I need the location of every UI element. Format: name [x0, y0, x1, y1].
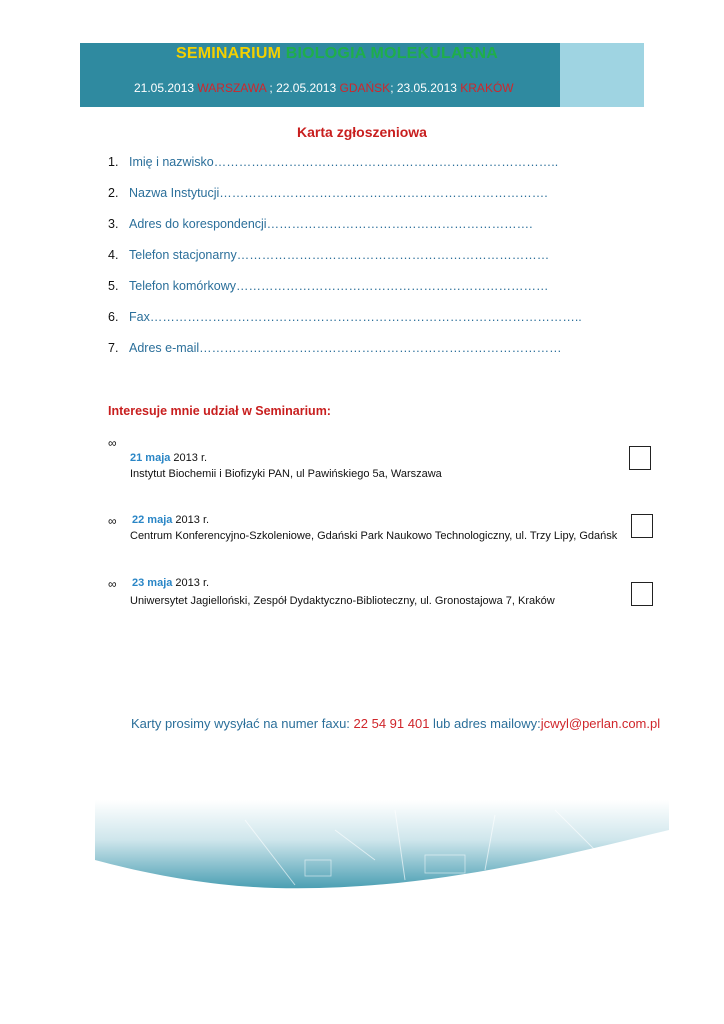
option-place: Uniwersytet Jagielloński, Zespół Dydaktyczno-Biblioteczny, ul. Gronostajowa 7, Kraków: [130, 595, 555, 607]
option-date-year: 2013 r.: [172, 514, 210, 526]
date-3: 23.05.2013: [396, 81, 461, 95]
option-place: Centrum Konferencyjno-Szkoleniowe, Gdański Park Naukowo Technologiczny, ul. Trzy Lipy, Gdańsk: [130, 530, 618, 542]
option-date-year: 2013 r.: [172, 577, 210, 589]
field-address[interactable]: [108, 217, 582, 248]
field-fax[interactable]: [108, 310, 582, 341]
field-number: 1.: [108, 155, 119, 169]
field-number: 2.: [108, 186, 119, 200]
city-3: KRAKÓW: [460, 81, 514, 95]
form-fields: [108, 155, 582, 372]
form-title: Karta zgłoszeniowa: [297, 124, 427, 140]
field-label: Adres e-mail……………………………………………………………………………: [129, 341, 562, 355]
date-2: 22.05.2013: [276, 81, 340, 95]
seminar-title-main: SEMINARIUM: [176, 45, 286, 62]
field-number: 7.: [108, 341, 119, 355]
field-label: Telefon stacjonarny…………………………………………………………………: [129, 248, 550, 262]
banner-accent-block: [560, 43, 644, 107]
date-sep-2: ;: [390, 81, 397, 95]
submission-note-middle: lub adres mailowy:: [429, 716, 541, 731]
option-date-day: 23 maja: [132, 577, 173, 589]
option-3-checkbox[interactable]: [631, 582, 653, 606]
field-email[interactable]: [108, 341, 582, 372]
field-mobile[interactable]: [108, 279, 582, 310]
infinity-bullet-icon: ∞: [108, 436, 117, 450]
field-name[interactable]: [108, 155, 582, 186]
option-date: [132, 577, 209, 589]
fax-number: 22 54 91 401: [353, 716, 430, 731]
option-date-day: 22 maja: [132, 514, 173, 526]
field-label: Telefon komórkowy…………………………………………………………………: [129, 279, 549, 293]
city-1: WARSZAWA: [197, 81, 267, 95]
field-number: 5.: [108, 279, 119, 293]
email-link[interactable]: jcwyl@perlan.com.pl: [540, 716, 661, 731]
field-number: 4.: [108, 248, 119, 262]
field-label: Imię i nazwisko………………………………………………………………………..: [129, 155, 559, 169]
field-number: 3.: [108, 217, 119, 231]
field-label: Adres do korespondencji……………………………………………………….: [129, 217, 533, 231]
header-banner: [80, 43, 644, 107]
infinity-bullet-icon: ∞: [108, 514, 117, 528]
decorative-wave-graphic: [95, 800, 669, 895]
seminar-title-topic: BIOLOGIA MOLEKULARNA: [285, 45, 499, 62]
field-landline[interactable]: [108, 248, 582, 279]
seminar-dates: [134, 81, 514, 95]
option-date: [130, 452, 207, 464]
field-institution[interactable]: [108, 186, 582, 217]
date-sep-1: ;: [266, 81, 277, 95]
option-2-checkbox[interactable]: [631, 514, 653, 538]
date-1: 21.05.2013: [134, 81, 198, 95]
city-2: GDAŃSK: [339, 81, 391, 95]
option-place: Instytut Biochemii i Biofizyki PAN, ul Pawińskiego 5a, Warszawa: [130, 468, 442, 480]
option-date: [132, 514, 209, 526]
field-number: 6.: [108, 310, 119, 324]
seminar-title: [176, 45, 498, 63]
seminar-choice-heading: Interesuje mnie udział w Seminarium:: [108, 404, 331, 418]
infinity-bullet-icon: ∞: [108, 577, 117, 591]
field-label: Nazwa Instytucji…………………………………………………………………….: [129, 186, 548, 200]
submission-note: [131, 716, 660, 731]
option-1-checkbox[interactable]: [629, 446, 651, 470]
field-label: Fax…………………………………………………………………………………………..: [129, 310, 582, 324]
option-date-year: 2013 r.: [170, 452, 208, 464]
option-date-day: 21 maja: [130, 452, 171, 464]
submission-note-prefix: Karty prosimy wysyłać na numer faxu:: [131, 716, 354, 731]
